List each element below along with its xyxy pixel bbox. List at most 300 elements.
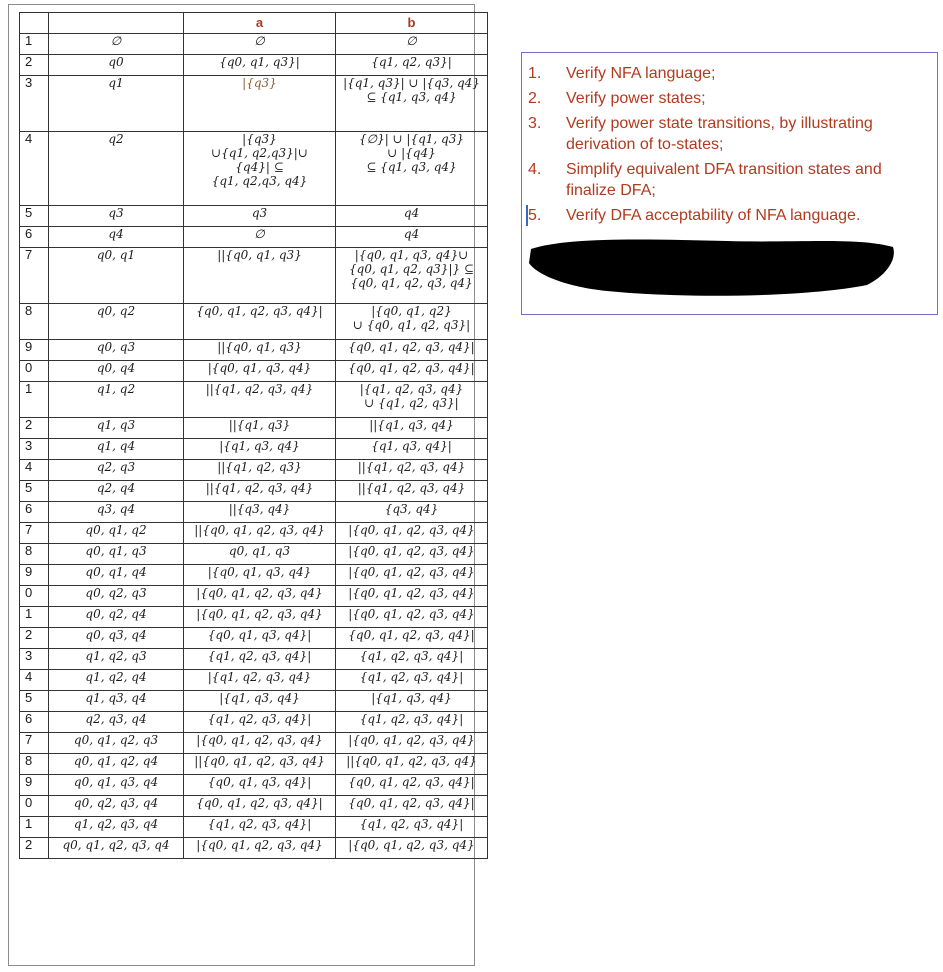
- row-index: [20, 565, 49, 586]
- row-state: [49, 775, 184, 796]
- row-index: [20, 817, 49, 838]
- row-transition-b-text: {q0, q1, q2, q3, q4}|: [348, 775, 475, 789]
- row-state: [49, 544, 184, 565]
- row-index-text: 0: [25, 585, 33, 600]
- row-transition-a: [184, 733, 336, 754]
- row-index-text: 9: [25, 564, 33, 579]
- row-transition-a-text: ||{q0, q1, q2, q3, q4}: [194, 754, 325, 768]
- row-index: [20, 502, 49, 523]
- row-transition-b-text: {q0, q1, q2, q3, q4}|: [348, 361, 475, 375]
- redaction-mark: [527, 235, 897, 300]
- row-state-text: q1, q2, q4: [85, 670, 147, 684]
- row-transition-a: [184, 304, 336, 340]
- row-transition-a: [184, 817, 336, 838]
- table-row: [20, 460, 488, 481]
- row-transition-b: [336, 544, 488, 565]
- row-transition-b: [336, 418, 488, 439]
- row-transition-a-text: ∅: [254, 34, 265, 48]
- step-text: Verify NFA language;: [566, 65, 716, 82]
- row-transition-b: [336, 733, 488, 754]
- table-body: [20, 34, 488, 859]
- row-transition-a: [184, 132, 336, 206]
- table-row: [20, 361, 488, 382]
- row-index: [20, 838, 49, 859]
- step-number: 2.: [528, 90, 542, 107]
- row-transition-a: [184, 712, 336, 733]
- row-transition-a-text: q0, q1, q3: [228, 544, 291, 558]
- redaction-scribble: [529, 239, 894, 295]
- row-transition-b-text: {q0, q1, q2, q3, q4}|: [348, 628, 475, 642]
- row-state: [49, 132, 184, 206]
- row-state-text: q2, q3: [96, 460, 136, 474]
- row-transition-b: [336, 227, 488, 248]
- row-transition-b: [336, 382, 488, 418]
- table-row: [20, 544, 488, 565]
- row-state-text: q0, q1, q2, q4: [73, 754, 159, 768]
- table-row: [20, 248, 488, 304]
- row-state-text: ∅: [110, 34, 122, 48]
- step-number: 5.: [528, 207, 542, 224]
- row-transition-b: [336, 628, 488, 649]
- row-index-text: 6: [25, 711, 33, 726]
- table-row: [20, 76, 488, 132]
- row-state: [49, 502, 184, 523]
- row-index-text: 7: [25, 522, 33, 537]
- row-state-text: q0, q1, q2, q3: [73, 733, 159, 747]
- table-row: [20, 754, 488, 775]
- table-row: [20, 502, 488, 523]
- row-transition-b-text: |{q0, q1, q2, q3, q4}: [348, 565, 475, 579]
- row-index: [20, 460, 49, 481]
- row-index-text: 1: [25, 381, 33, 396]
- step-item: [526, 205, 928, 226]
- row-state: [49, 586, 184, 607]
- row-state-text: q2: [108, 132, 124, 146]
- row-index: [20, 361, 49, 382]
- row-transition-a-text: |{q0, q1, q2, q3, q4}: [196, 733, 323, 747]
- row-transition-b-text: |{q1, q2, q3, q4} ∪ {q1, q2, q3}|: [359, 382, 464, 410]
- row-transition-b-text: ||{q1, q3, q4}: [369, 418, 454, 432]
- row-index: [20, 712, 49, 733]
- row-state-text: q0, q1, q2, q3, q4: [62, 838, 170, 852]
- table-row: [20, 838, 488, 859]
- table-row: [20, 34, 488, 55]
- table-row: [20, 304, 488, 340]
- row-index: [20, 691, 49, 712]
- table-row: [20, 775, 488, 796]
- row-index-text: 2: [25, 627, 33, 642]
- row-state: [49, 691, 184, 712]
- row-transition-a: [184, 775, 336, 796]
- row-state-text: q2, q3, q4: [85, 712, 147, 726]
- row-index: [20, 628, 49, 649]
- header-index: [20, 13, 49, 34]
- row-transition-a: [184, 340, 336, 361]
- row-transition-a: [184, 55, 336, 76]
- table-row: [20, 340, 488, 361]
- row-state: [49, 340, 184, 361]
- row-transition-b-text: {∅}| ∪ |{q1, q3} ∪ |{q4} ⊆ {q1, q3, q4}: [358, 132, 465, 174]
- table-row: [20, 418, 488, 439]
- row-transition-b: [336, 670, 488, 691]
- step-item: [528, 113, 928, 155]
- table-row: [20, 586, 488, 607]
- table-row: [20, 227, 488, 248]
- row-transition-b-text: |{q0, q1, q2} ∪ {q0, q1, q2, q3}|: [352, 304, 471, 332]
- row-transition-b: [336, 439, 488, 460]
- row-state: [49, 754, 184, 775]
- row-transition-b-text: |{q0, q1, q2, q3, q4}: [348, 838, 475, 852]
- row-state-text: q1, q2, q3, q4: [73, 817, 159, 831]
- row-index-text: 3: [25, 438, 33, 453]
- row-transition-a: [184, 502, 336, 523]
- row-state-text: q3: [108, 206, 124, 220]
- row-transition-b-text: {q1, q2, q3, q4}|: [359, 670, 464, 684]
- row-state: [49, 565, 184, 586]
- row-transition-a: [184, 628, 336, 649]
- table-row: [20, 565, 488, 586]
- step-number: 3.: [528, 115, 542, 132]
- row-state: [49, 361, 184, 382]
- row-transition-b-text: {q3, q4}: [384, 502, 439, 516]
- row-transition-a: [184, 361, 336, 382]
- row-state: [49, 304, 184, 340]
- row-transition-b-text: {q1, q2, q3}|: [371, 55, 452, 69]
- row-transition-a: [184, 523, 336, 544]
- row-transition-a: [184, 796, 336, 817]
- row-index-text: 8: [25, 303, 33, 318]
- row-index: [20, 733, 49, 754]
- row-index: [20, 34, 49, 55]
- row-index: [20, 586, 49, 607]
- row-state: [49, 670, 184, 691]
- row-transition-a-text: |{q3} ∪{q1, q2,q3}|∪ {q4}| ⊆ {q1, q2,q3, q4}: [211, 132, 308, 188]
- row-index: [20, 796, 49, 817]
- row-transition-a-text: ||{q0, q1, q3}: [217, 340, 302, 354]
- row-index-text: 2: [25, 417, 33, 432]
- header-state: [49, 13, 184, 34]
- row-index: [20, 340, 49, 361]
- row-state: [49, 796, 184, 817]
- row-state-text: q1, q3, q4: [85, 691, 147, 705]
- row-transition-b: [336, 817, 488, 838]
- row-transition-a-text: {q1, q2, q3, q4}|: [207, 712, 312, 726]
- row-transition-b: [336, 754, 488, 775]
- table-row: [20, 733, 488, 754]
- row-index-text: 7: [25, 247, 33, 262]
- row-transition-b-text: |{q0, q1, q2, q3, q4}: [348, 607, 475, 621]
- header-symbol-a: a: [184, 13, 336, 34]
- row-transition-a-text: {q0, q1, q3}|: [219, 55, 300, 69]
- row-state-text: q1, q3: [96, 418, 136, 432]
- row-transition-a: [184, 586, 336, 607]
- row-transition-a: [184, 248, 336, 304]
- row-transition-a-text: |{q3}: [242, 76, 277, 90]
- row-transition-b: [336, 340, 488, 361]
- row-transition-b-text: ∅: [406, 34, 417, 48]
- row-transition-b: [336, 649, 488, 670]
- row-transition-b-text: |{q1, q3}| ∪ |{q3, q4} ⊆ {q1, q3, q4}: [343, 76, 480, 104]
- row-index: [20, 439, 49, 460]
- row-transition-a-text: q3: [251, 206, 268, 220]
- row-state: [49, 418, 184, 439]
- row-index: [20, 754, 49, 775]
- step-text: Simplify equivalent DFA transition states and finalize DFA;: [566, 161, 882, 199]
- row-index-text: 9: [25, 774, 33, 789]
- row-state: [49, 733, 184, 754]
- row-transition-b: [336, 523, 488, 544]
- row-transition-a-text: ||{q0, q1, q2, q3, q4}: [194, 523, 325, 537]
- row-transition-a: [184, 227, 336, 248]
- row-transition-b: [336, 481, 488, 502]
- table-row: [20, 712, 488, 733]
- row-transition-b-text: ||{q0, q1, q2, q3, q4}: [346, 754, 477, 768]
- row-index: [20, 670, 49, 691]
- row-transition-b: [336, 460, 488, 481]
- row-index-text: 7: [25, 732, 33, 747]
- row-state: [49, 712, 184, 733]
- row-index: [20, 304, 49, 340]
- row-transition-b: [336, 361, 488, 382]
- row-index: [20, 382, 49, 418]
- row-transition-a-text: ||{q0, q1, q3}: [217, 248, 302, 262]
- row-index: [20, 206, 49, 227]
- table-row: [20, 55, 488, 76]
- row-state: [49, 55, 184, 76]
- row-state: [49, 838, 184, 859]
- table-row: [20, 607, 488, 628]
- row-state-text: q0, q1, q3: [85, 544, 147, 558]
- row-index-text: 2: [25, 54, 33, 69]
- row-index-text: 1: [25, 606, 33, 621]
- row-transition-b: [336, 607, 488, 628]
- row-transition-b-text: {q0, q1, q2, q3, q4}|: [348, 796, 475, 810]
- row-state: [49, 206, 184, 227]
- row-state-text: q0, q4: [96, 361, 136, 375]
- row-state-text: q0, q2, q3, q4: [73, 796, 159, 810]
- row-transition-a-text: |{q1, q3, q4}: [219, 691, 300, 705]
- row-transition-b: [336, 248, 488, 304]
- row-state-text: q1, q4: [96, 439, 136, 453]
- row-index: [20, 76, 49, 132]
- table-row: [20, 132, 488, 206]
- row-transition-a-text: {q0, q1, q2, q3, q4}|: [196, 796, 323, 810]
- table-row: [20, 206, 488, 227]
- row-state-text: q3, q4: [96, 502, 136, 516]
- row-transition-a: [184, 34, 336, 55]
- row-transition-b: [336, 132, 488, 206]
- table-row: [20, 649, 488, 670]
- table-row: [20, 691, 488, 712]
- row-index-text: 0: [25, 360, 33, 375]
- row-index-text: 6: [25, 226, 33, 241]
- row-transition-a: [184, 418, 336, 439]
- step-text: Verify power states;: [566, 90, 706, 107]
- row-state: [49, 76, 184, 132]
- row-transition-a-text: {q1, q2, q3, q4}|: [207, 649, 312, 663]
- step-text: Verify power state transitions, by illustrating derivation of to-states;: [566, 115, 873, 153]
- row-transition-a-text: |{q0, q1, q3, q4}: [207, 565, 312, 579]
- row-state: [49, 481, 184, 502]
- row-index-text: 8: [25, 543, 33, 558]
- row-state-text: q2, q4: [96, 481, 136, 495]
- row-transition-a-text: ||{q3, q4}: [228, 502, 291, 516]
- row-transition-b-text: |{q0, q1, q3, q4}∪ {q0, q1, q2, q3}|} ⊆ {q0, q1, q2, q3, q4}: [349, 248, 474, 290]
- row-transition-a-text: ||{q1, q2, q3}: [217, 460, 302, 474]
- row-state: [49, 649, 184, 670]
- row-transition-a-text: ||{q1, q2, q3, q4}: [205, 382, 314, 396]
- row-state-text: q0, q1, q4: [85, 565, 147, 579]
- row-state-text: q0, q3: [96, 340, 136, 354]
- row-transition-a: [184, 76, 336, 132]
- row-transition-b-text: |{q0, q1, q2, q3, q4}: [348, 523, 475, 537]
- step-text: Verify DFA acceptability of NFA language.: [566, 207, 861, 224]
- table-row: [20, 670, 488, 691]
- row-transition-a-text: |{q0, q1, q2, q3, q4}: [196, 586, 323, 600]
- row-transition-a: [184, 649, 336, 670]
- row-transition-a-text: {q1, q2, q3, q4}|: [207, 817, 312, 831]
- row-index-text: 4: [25, 131, 33, 146]
- row-transition-b: [336, 796, 488, 817]
- row-transition-b-text: q4: [403, 206, 420, 220]
- row-transition-b-text: {q1, q2, q3, q4}|: [359, 817, 464, 831]
- row-index-text: 5: [25, 690, 33, 705]
- row-state: [49, 460, 184, 481]
- row-transition-a: [184, 691, 336, 712]
- row-index: [20, 418, 49, 439]
- row-index-text: 1: [25, 33, 33, 48]
- step-number: 4.: [528, 161, 542, 178]
- step-item: [528, 159, 928, 201]
- row-transition-b: [336, 502, 488, 523]
- row-transition-a: [184, 439, 336, 460]
- row-state-text: q1: [108, 76, 124, 90]
- row-transition-a-text: {q0, q1, q3, q4}|: [207, 628, 312, 642]
- row-transition-b-text: {q0, q1, q2, q3, q4}|: [348, 340, 475, 354]
- row-transition-b-text: |{q0, q1, q2, q3, q4}: [348, 733, 475, 747]
- row-transition-b: [336, 206, 488, 227]
- row-transition-a: [184, 607, 336, 628]
- row-state: [49, 227, 184, 248]
- row-transition-a-text: ||{q1, q2, q3, q4}: [205, 481, 314, 495]
- row-transition-a-text: |{q1, q2, q3, q4}: [207, 670, 312, 684]
- row-state-text: q0, q2: [96, 304, 136, 318]
- row-state-text: q0, q2, q4: [85, 607, 147, 621]
- step-item: [528, 88, 928, 109]
- row-transition-b-text: ||{q1, q2, q3, q4}: [357, 460, 466, 474]
- row-state-text: q1, q2: [96, 382, 136, 396]
- row-state: [49, 248, 184, 304]
- row-transition-a-text: |{q0, q1, q3, q4}: [207, 361, 312, 375]
- header-symbol-b: b: [336, 13, 488, 34]
- row-state: [49, 439, 184, 460]
- row-index: [20, 649, 49, 670]
- row-transition-b-text: {q1, q3, q4}|: [371, 439, 452, 453]
- table-row: [20, 817, 488, 838]
- row-transition-b: [336, 712, 488, 733]
- table-row: [20, 796, 488, 817]
- row-index: [20, 775, 49, 796]
- row-index-text: 4: [25, 669, 33, 684]
- row-index: [20, 55, 49, 76]
- row-transition-a: [184, 460, 336, 481]
- row-transition-b-text: q4: [403, 227, 420, 241]
- row-transition-b-text: |{q0, q1, q2, q3, q4}: [348, 586, 475, 600]
- row-transition-a: [184, 754, 336, 775]
- row-transition-a-text: {q0, q1, q2, q3, q4}|: [196, 304, 323, 318]
- step-number: 1.: [528, 65, 542, 82]
- row-index-text: 5: [25, 205, 33, 220]
- table-row: [20, 523, 488, 544]
- row-transition-b: [336, 565, 488, 586]
- row-transition-a: [184, 670, 336, 691]
- row-transition-b-text: |{q1, q3, q4}: [371, 691, 452, 705]
- row-transition-b: [336, 34, 488, 55]
- row-transition-b-text: {q1, q2, q3, q4}|: [359, 649, 464, 663]
- row-transition-b-text: ||{q1, q2, q3, q4}: [357, 481, 466, 495]
- row-transition-b-text: {q1, q2, q3, q4}|: [359, 712, 464, 726]
- row-index-text: 6: [25, 501, 33, 516]
- row-index-text: 3: [25, 75, 33, 90]
- row-index-text: 2: [25, 837, 33, 852]
- row-state-text: q0, q1: [96, 248, 136, 262]
- row-transition-a-text: ∅: [254, 227, 265, 241]
- row-state-text: q4: [108, 227, 124, 241]
- row-index-text: 5: [25, 480, 33, 495]
- row-transition-a-text: |{q0, q1, q2, q3, q4}: [196, 607, 323, 621]
- step-item: [528, 63, 928, 84]
- row-transition-b: [336, 55, 488, 76]
- table-row: [20, 628, 488, 649]
- row-transition-a: [184, 481, 336, 502]
- row-transition-b: [336, 304, 488, 340]
- row-index-text: 4: [25, 459, 33, 474]
- table-row: [20, 439, 488, 460]
- row-transition-b: [336, 838, 488, 859]
- row-index: [20, 544, 49, 565]
- row-transition-a-text: {q0, q1, q3, q4}|: [207, 775, 312, 789]
- row-index-text: 1: [25, 816, 33, 831]
- row-transition-b: [336, 691, 488, 712]
- row-transition-a: [184, 565, 336, 586]
- row-index-text: 8: [25, 753, 33, 768]
- row-state: [49, 382, 184, 418]
- row-index-text: 3: [25, 648, 33, 663]
- row-transition-a: [184, 544, 336, 565]
- row-index-text: 0: [25, 795, 33, 810]
- row-index: [20, 523, 49, 544]
- row-transition-a: [184, 382, 336, 418]
- transition-table: [19, 12, 488, 859]
- row-transition-a-text: |{q1, q3, q4}: [219, 439, 300, 453]
- row-state: [49, 628, 184, 649]
- row-transition-b: [336, 775, 488, 796]
- row-transition-b: [336, 586, 488, 607]
- row-state: [49, 817, 184, 838]
- row-state-text: q1, q2, q3: [85, 649, 147, 663]
- row-index: [20, 132, 49, 206]
- row-state-text: q0, q1, q3, q4: [73, 775, 159, 789]
- row-state-text: q0, q2, q3: [85, 586, 147, 600]
- row-state: [49, 607, 184, 628]
- row-state-text: q0: [108, 55, 124, 69]
- row-index: [20, 248, 49, 304]
- table-row: [20, 382, 488, 418]
- row-transition-a-text: ||{q1, q3}: [228, 418, 291, 432]
- table-row: [20, 481, 488, 502]
- row-transition-a-text: |{q0, q1, q2, q3, q4}: [196, 838, 323, 852]
- row-transition-a: [184, 838, 336, 859]
